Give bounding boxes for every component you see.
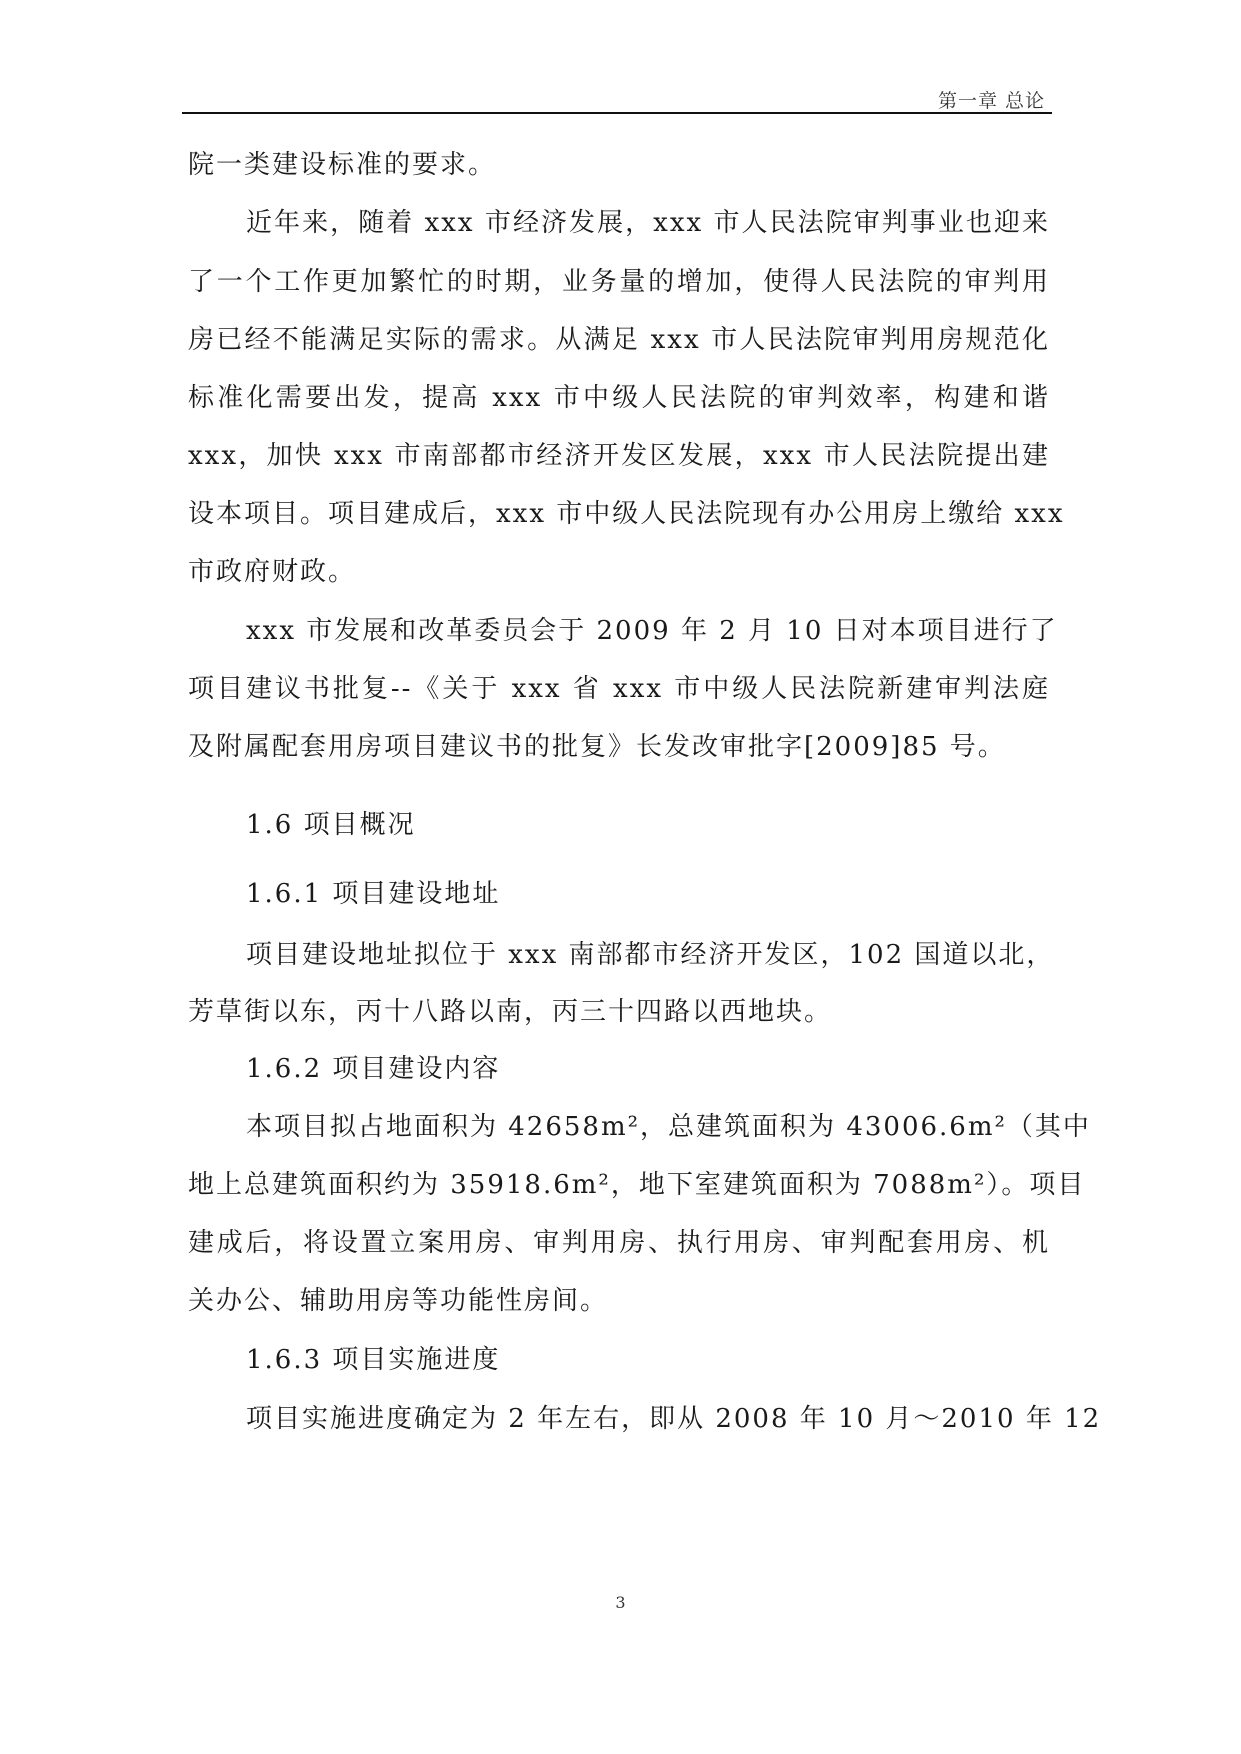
text-line: 项目建设地址拟位于 xxx 南部都市经济开发区，102 国道以北， [246, 940, 1055, 970]
text-line: 项目实施进度确定为 2 年左右，即从 2008 年 10 月～2010 年 12 [246, 1404, 1102, 1434]
header-rule [182, 112, 1052, 114]
text-line: 设本项目。项目建成后，xxx 市中级人民法院现有办公用房上缴给 xxx [188, 499, 1065, 529]
text-line: xxx，加快 xxx 市南部都市经济开发区发展，xxx 市人民法院提出建 [188, 441, 1050, 471]
page-number: 3 [615, 1593, 626, 1612]
section-heading: 1.6 项目概况 [246, 810, 416, 840]
text-line: 项目建议书批复--《关于 xxx 省 xxx 市中级人民法院新建审判法庭 [188, 674, 1050, 704]
text-line: xxx 市发展和改革委员会于 2009 年 2 月 10 日对本项目进行了 [246, 616, 1058, 646]
text-line: 房已经不能满足实际的需求。从满足 xxx 市人民法院审判用房规范化 [188, 325, 1050, 355]
subsection-heading: 1.6.2 项目建设内容 [246, 1054, 501, 1084]
text-line: 了一个工作更加繁忙的时期，业务量的增加，使得人民法院的审判用 [188, 267, 1050, 297]
text-line: 芳草街以东，丙十八路以南，丙三十四路以西地块。 [188, 997, 833, 1027]
subsection-heading: 1.6.1 项目建设地址 [246, 879, 501, 909]
text-line: 标准化需要出发，提高 xxx 市中级人民法院的审判效率，构建和谐 [188, 383, 1050, 413]
text-line: 地上总建筑面积约为 35918.6m²，地下室建筑面积为 7088m²）。项目 [188, 1170, 1086, 1200]
text-line: 及附属配套用房项目建议书的批复》长发改审批字[2009]85 号。 [188, 732, 1006, 762]
text-line: 近年来，随着 xxx 市经济发展，xxx 市人民法院审判事业也迎来 [246, 208, 1050, 238]
running-header: 第一章 总论 [937, 90, 1045, 112]
subsection-heading: 1.6.3 项目实施进度 [246, 1345, 501, 1375]
text-line: 建成后，将设置立案用房、审判用房、执行用房、审判配套用房、机 [188, 1228, 1050, 1258]
text-line: 关办公、辅助用房等功能性房间。 [188, 1286, 609, 1316]
text-line: 本项目拟占地面积为 42658m²，总建筑面积为 43006.6m²（其中 [246, 1112, 1091, 1142]
text-line: 院一类建设标准的要求。 [188, 150, 497, 180]
text-line: 市政府财政。 [188, 557, 357, 587]
